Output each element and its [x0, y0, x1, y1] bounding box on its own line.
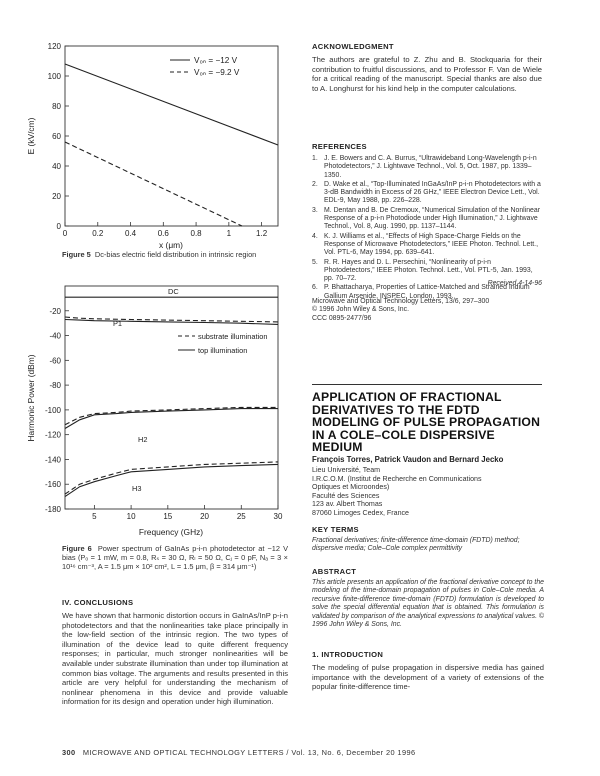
authors: François Torres, Patrick Vaudon and Bernard Jecko [312, 455, 504, 464]
figure-6-chart [20, 278, 290, 540]
series-line-5 [65, 409, 278, 429]
y-tick-label: 40 [52, 162, 61, 171]
series-line-6 [65, 462, 278, 494]
figure-5-chart [20, 38, 290, 276]
caption-text: Dc-bias electric field distribution in intrinsic region [94, 250, 257, 259]
x-tick-label: 0.8 [190, 229, 202, 238]
reference-number: 5. [312, 258, 318, 266]
acknowledgment-paragraph: The authors are grateful to Z. Zhu and B. Stockquaria for their contribution to fruitful discussions, and to Professor F. Van de Wiele for a critical reading of the manuscript. Special thanks are also due to A. Longhurst for his kind help in the computer calculations. [312, 55, 542, 93]
received-date: Received 4-14-96 [487, 280, 542, 287]
article-title: APPLICATION OF FRACTIONAL DERIVATIVES TO THE FDTD MODELING OF PULSE PROPAGATION IN A COLE–COLE DISPERSIVE MEDIUM [312, 390, 541, 455]
y-axis-label: E (kV/cm) [26, 117, 36, 155]
x-tick-label: 1 [226, 229, 232, 238]
section-heading: 1. INTRODUCTION [312, 650, 384, 659]
plot-frame [65, 286, 278, 509]
y-tick-label: 0 [56, 222, 61, 231]
y-tick-label: -120 [44, 430, 61, 440]
legend [178, 332, 267, 355]
abstract-text: This article presents an application of the fractional derivative concept to the modeling of the time-domain propagation of pulses in Cole–Cole media. A recursive finite-difference time-domain (FDTD) formulation is developed to solve the special differential equation that is obtained. This formulation is validated by comparison of the analytical expressions to analytical values. © 1996 John Wiley & Sons, Inc. [312, 579, 544, 629]
reference-number: 1. [312, 155, 318, 162]
affiliation-line: Lieu Université, Team [312, 466, 381, 474]
x-axis-label: x (μm) [159, 240, 183, 250]
section-heading: KEY TERMS [312, 525, 359, 534]
x-tick-label: 20 [200, 512, 210, 521]
y-tick-label: -40 [49, 331, 61, 341]
y-tick-label: 20 [52, 192, 61, 201]
x-tick-label: 30 [273, 512, 283, 521]
legend-label: V₀ₙ = −12 V [194, 56, 238, 65]
introduction-paragraph: The modeling of pulse propagation in dispersive media has gained importance with the development of a variety of extensions of the popular finite-difference time- [312, 663, 544, 692]
legend-label: substrate illumination [198, 332, 268, 341]
conclusions-paragraph: We have shown that harmonic distortion occurs in GaInAs/InP p-i-n photodetectors and that the nonlinearities take place principally in the low-field section of the intrinsic region. The two types of illumination of the device lead to quite different frequency responses; in particular, much stronger nonlinearities will be available under substrate illumination than under top illumination at common bias voltage. The arguments and results presented in this article are very helpful for understanding the mechanism of nonlinear phenomena in this device and provide valuable information for its design and operation under high illumination. [62, 611, 288, 707]
y-tick-label: 60 [52, 132, 61, 141]
reference-text: D. Wake et al., “Top-Illuminated InGaAs/InP p-i-n Photodetectors with a 3-dB Bandwidth in Excess of 26 GHz,” IEEE Electron Device Lett., Vol. EDL-9, May 1988, pp. 226–228. [324, 180, 541, 205]
series-line-2 [65, 142, 242, 226]
series-line-1 [65, 64, 278, 145]
y-tick-label: 80 [52, 102, 61, 111]
curve-label-h2: H2 [138, 435, 148, 444]
y-tick-label: -140 [44, 455, 61, 465]
reference-text: M. Dentan and B. De Cremoux, “Numerical Simulation of the Nonlinear Response of a p-i-n Photodiode under High Illumination,” J. Lightwave Technol., Vol. 8, Aug. 1990, pp. 1137–1144. [324, 206, 541, 231]
reference-item [312, 155, 542, 180]
caption-label: Figure 5 [62, 250, 91, 259]
affiliation-line: Optiques et Microondes) [312, 483, 390, 492]
footer-journal: MICROWAVE AND OPTICAL TECHNOLOGY LETTERS / Vol. 13, No. 6, December 20 1996 [82, 748, 416, 757]
y-tick-label: 120 [47, 42, 61, 51]
caption-label: Figure 6 [62, 544, 92, 553]
y-tick-label: -180 [44, 505, 61, 514]
journal-info [312, 298, 542, 323]
affiliation-line: Faculté des Sciences [312, 491, 380, 500]
affiliation-line: I.R.C.O.M. (Institut de Recherche en Communications [312, 474, 482, 483]
x-tick-label: 10 [126, 512, 136, 521]
affiliation-line: 87060 Limoges Cedex, France [312, 508, 410, 517]
reference-item [312, 207, 542, 232]
curve-label-p1: P1 [113, 319, 123, 328]
reference-text: K. J. Williams et al., “Effects of High Space-Charge Fields on the Response of Microwave Photodetectors,” IEEE Photon. Technol. Lett., Vol. PTL-6, May 1994, pp. 639–641. [324, 232, 538, 257]
page-footer [62, 748, 562, 757]
y-tick-label: -20 [49, 306, 61, 316]
reference-item [312, 233, 542, 258]
y-tick-label: -60 [49, 356, 61, 366]
affiliation-line: 123 av. Albert Thomas [312, 500, 383, 509]
y-tick-label: -80 [49, 381, 61, 391]
x-tick-label: 5 [92, 512, 97, 521]
x-tick-label: 1.2 [256, 229, 268, 238]
figure-5-caption [62, 250, 287, 259]
reference-item [312, 181, 542, 206]
reference-number: 4. [312, 232, 318, 240]
reference-number: 2. [312, 180, 318, 188]
y-axis-label: Harmonic Power (dBm) [26, 354, 36, 442]
journal-line: CCC 0895-2477/96 [312, 314, 372, 322]
legend [170, 56, 240, 77]
curve-label-dc: DC [168, 287, 179, 296]
title-rule [312, 384, 542, 385]
key-terms: Fractional derivatives; finite-difference time-domain (FDTD) method; dispersive media; Cole–Cole complex permittivity [312, 537, 520, 553]
curve-label-h3: H3 [132, 484, 142, 493]
x-tick-label: 0 [62, 229, 68, 238]
y-tick-label: -160 [44, 480, 61, 490]
series-line-4 [65, 407, 278, 424]
plot-frame [65, 46, 278, 226]
legend-label: V₀ₙ = −9.2 V [194, 68, 240, 77]
reference-number: 3. [312, 206, 318, 214]
reference-number: 6. [312, 284, 318, 292]
series-line-7 [65, 464, 278, 496]
section-heading: ACKNOWLEDGMENT [312, 42, 394, 51]
affiliation [312, 466, 544, 518]
x-axis-label: Frequency (GHz) [138, 527, 204, 537]
caption-text: Power spectrum of GaInAs p-i-n photodetector at −12 V bias (Pₒ = 1 mW, m = 0.8, Rₛ = 30 Ω, Rₗ = 50 Ω, Cⱼ = 0 pF, Nₐ = 3 × 10¹⁶ cm⁻³, A = 1.5 μm × 10² cm², L = 1.5 μm, β = 314 μm⁻¹) [62, 544, 289, 571]
x-tick-label: 0.6 [157, 229, 169, 238]
figure-6-caption [62, 544, 288, 571]
section-heading: REFERENCES [312, 142, 367, 151]
reference-text: R. R. Hayes and D. L. Persechini, “Nonlinearity of p-i-n Photodetectors,” IEEE Photon. Technol. Lett., Vol. PTL-5, Jan. 1993, pp. 70–72. [324, 258, 533, 283]
y-tick-label: -100 [44, 405, 61, 415]
reference-text: J. E. Bowers and C. A. Burrus, “Ultrawideband Long-Wavelength p-i-n Photodetectors,” J. Lightwave Technol., Vol. 5, Oct. 1987, pp. 1339–1350. [324, 155, 537, 179]
legend-label: top illumination [198, 346, 248, 355]
x-tick-label: 0.2 [92, 229, 104, 238]
reference-text: P. Bhattacharya, Properties of Lattice-Matched and Strained Indium Gallium Arsenide, INSPEC, London, 1993. [324, 284, 530, 300]
page-number: 300 [62, 748, 76, 757]
section-heading: ABSTRACT [312, 567, 357, 576]
section-heading: IV. CONCLUSIONS [62, 598, 134, 607]
x-tick-label: 25 [236, 512, 246, 521]
y-tick-label: 100 [47, 72, 61, 81]
journal-line: © 1996 John Wiley & Sons, Inc. [312, 306, 410, 314]
x-tick-label: 15 [163, 512, 173, 521]
x-tick-label: 0.4 [124, 229, 137, 238]
journal-line: Microwave and Optical Technology Letters, 13/6, 297–300 [312, 298, 490, 305]
